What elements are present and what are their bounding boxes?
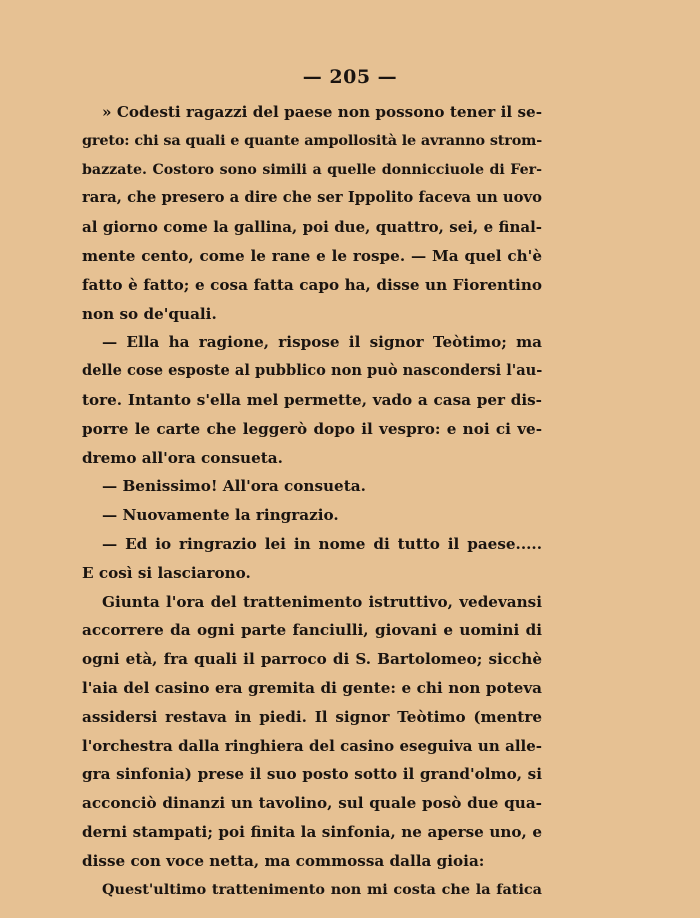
text-line: l'aia del casino era gremita di gente: e chi non poteva — [82, 678, 542, 697]
text-line: — Benissimo! All'ora consueta. — [102, 477, 366, 496]
text-line: ogni età, fra quali il parroco di S. Bartolomeo; sicchè — [82, 650, 542, 669]
text-line: gra sinfonia) prese il suo posto sotto il grand'olmo, si — [82, 765, 542, 784]
body-text — [82, 98, 542, 904]
text-line: non so de'quali. — [82, 304, 217, 323]
page-number: — 205 — — [302, 66, 398, 88]
text-line: — Ella ha ragione, rispose il signor Teòtimo; ma — [102, 333, 542, 352]
text-line: dremo all'ora consueta. — [82, 448, 283, 467]
text-line: E così si lasciarono. — [82, 563, 251, 582]
text-line: tore. Intanto s'ella mel permette, vado a casa per dis- — [82, 390, 542, 409]
text-line: porre le carte che leggerò dopo il vespro: e noi ci ve- — [82, 419, 542, 438]
text-line: derni stampati; poi finita la sinfonia, ne aperse uno, e — [82, 822, 542, 841]
text-line: Quest'ultimo trattenimento non mi costa che la fatica — [102, 880, 542, 898]
text-line: — Ed io ringrazio lei in nome di tutto il paese..... — [102, 534, 542, 553]
text-line: accorrere da ogni parte fanciulli, giovani e uomini di — [82, 621, 542, 640]
text-line: » Codesti ragazzi del paese non possono tener il se- — [102, 103, 542, 121]
text-line: Giunta l'ora del trattenimento istruttivo, vedevansi — [102, 592, 542, 611]
text-line: bazzate. Costoro sono simili a quelle donnicciuole di Fer- — [82, 161, 542, 178]
text-line: fatto è fatto; e cosa fatta capo ha, disse un Fiorentino — [82, 275, 542, 294]
text-line: — Nuovamente la ringrazio. — [102, 506, 339, 525]
text-line: mente cento, come le rane e le rospe. — Ma quel ch'è — [82, 246, 542, 265]
text-line: al giorno come la gallina, poi due, quattro, sei, e final- — [82, 218, 542, 237]
text-line: delle cose esposte al pubblico non può nascondersi l'au- — [82, 362, 543, 380]
text-line: acconciò dinanzi un tavolino, sul quale posò due qua- — [82, 794, 542, 813]
text-line: disse con voce netta, ma commossa dalla gioia: — [82, 851, 485, 870]
text-line: assidersi restava in piedi. Il signor Teòtimo (mentre — [82, 707, 542, 726]
text-line: rara, che presero a dire che ser Ippolito faceva un uovo — [82, 189, 542, 207]
text-line: l'orchestra dalla ringhiera del casino eseguiva un alle- — [82, 736, 542, 755]
text-line: greto: chi sa quali e quante ampollosità le avranno strom- — [82, 131, 543, 149]
